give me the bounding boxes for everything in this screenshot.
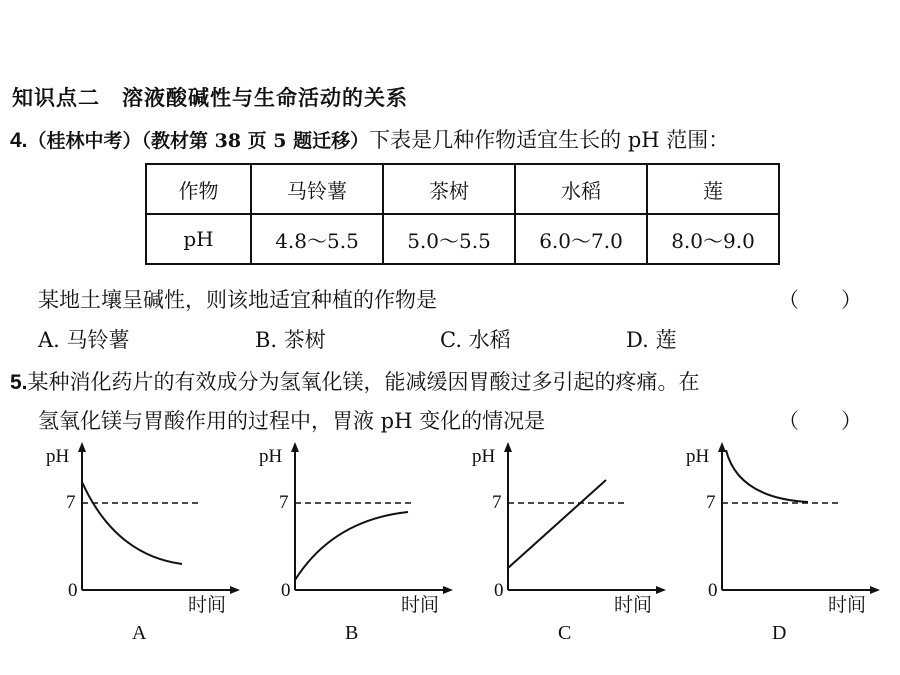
question-4-number: 4. [10, 129, 28, 152]
graph-a-ylabel: pH [46, 446, 70, 467]
graph-a-origin: 0 [68, 580, 78, 601]
question-5-line2: 氢氧化镁与胃酸作用的过程中，胃液 pH 变化的情况是 [38, 409, 546, 433]
table-cell: pH [146, 214, 251, 264]
graph-c-ylabel: pH [472, 446, 496, 467]
question-5-number: 5. [10, 371, 28, 394]
table-row [146, 164, 779, 214]
graph-d [680, 440, 890, 660]
table-cell: 5.0～5.5 [383, 214, 515, 264]
table-row [146, 214, 779, 264]
table-cell: 水稻 [515, 164, 647, 214]
table-cell: 6.0～7.0 [515, 214, 647, 264]
graph-c-ytick: 7 [492, 492, 502, 513]
graph-d-xlabel: 时间 [828, 595, 867, 616]
graph-a-ytick: 7 [66, 492, 76, 513]
graph-b-xlabel: 时间 [401, 595, 440, 616]
graph-b-ytick: 7 [279, 492, 289, 513]
option-a: A. 马铃薯 [38, 328, 130, 352]
graph-c [466, 440, 676, 660]
graph-b-caption: B [345, 622, 359, 644]
graph-c-origin: 0 [494, 580, 504, 601]
ph-range-table [145, 163, 780, 265]
question-5-answer-blank: （ ） [778, 409, 862, 433]
graph-b-origin: 0 [281, 580, 291, 601]
option-d: D. 莲 [626, 328, 677, 352]
table-cell: 莲 [647, 164, 779, 214]
table-cell: 4.8～5.5 [251, 214, 383, 264]
section-title: 知识点二 溶液酸碱性与生命活动的关系 [12, 86, 408, 110]
table-cell: 作物 [146, 164, 251, 214]
graph-d-origin: 0 [708, 580, 718, 601]
graph-a-caption: A [132, 622, 147, 644]
table-cell: 茶树 [383, 164, 515, 214]
question-4-text: 下表是几种作物适宜生长的 pH 范围： [369, 128, 730, 152]
graph-d-caption: D [772, 622, 787, 644]
question-4-answer-blank: （ ） [778, 288, 862, 312]
table-cell: 马铃薯 [251, 164, 383, 214]
graph-b [253, 440, 463, 660]
graph-d-ytick: 7 [706, 492, 716, 513]
question-5-line1 [10, 366, 700, 396]
question-4-stem [10, 124, 729, 154]
question-5-text-1: 某种消化药片的有效成分为氢氧化镁，能减缓因胃酸过多引起的疼痛。在 [27, 370, 700, 394]
question-4-source: （桂林中考）（教材第 38 页 5 题迁移） [27, 130, 370, 152]
question-4-question: 某地土壤呈碱性，则该地适宜种植的作物是 [38, 288, 437, 312]
graph-d-ylabel: pH [686, 446, 710, 467]
table-cell: 8.0～9.0 [647, 214, 779, 264]
graph-a-xlabel: 时间 [188, 595, 227, 616]
graph-a [40, 440, 250, 660]
graph-c-xlabel: 时间 [614, 595, 653, 616]
option-c: C. 水稻 [440, 328, 511, 352]
graph-c-caption: C [558, 622, 572, 644]
option-b: B. 茶树 [255, 328, 326, 352]
graph-b-ylabel: pH [259, 446, 283, 467]
